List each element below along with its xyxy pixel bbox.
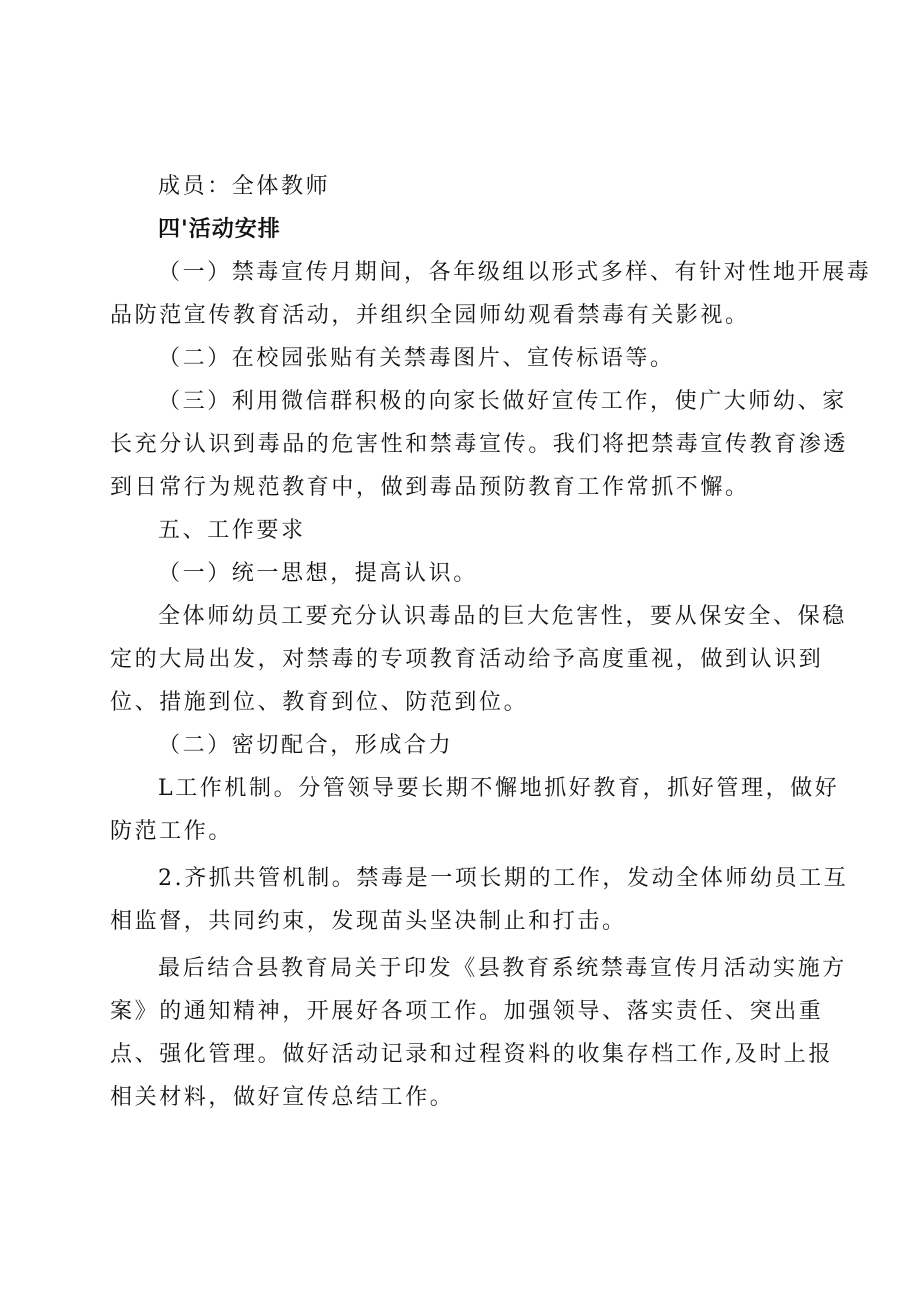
members-line: 成员：全体教师 xyxy=(158,174,331,199)
paragraph-line: 位、措施到位、教育到位、防范到位。 xyxy=(110,690,529,715)
section-heading-work-requirements: 五、工作要求 xyxy=(158,518,306,543)
paragraph-line: 全体师幼员工要充分认识毒品的巨大危害性，要从保安全、保稳 xyxy=(158,604,847,629)
paragraph-line: 防范工作。 xyxy=(110,819,234,844)
paragraph-line: 相关材料，做好宣传总结工作。 xyxy=(110,1085,455,1110)
paragraph-line: （三）利用微信群积极的向家长做好宣传工作，使广大师幼、家 xyxy=(158,389,847,414)
paragraph-line: 品防范宣传教育活动，并组织全园师幼观看禁毒有关影视。 xyxy=(110,303,750,328)
paragraph-line: 到日常行为规范教育中，做到毒品预防教育工作常抓不懈。 xyxy=(110,475,750,500)
paragraph-line: 定的大局出发，对禁毒的专项教育活动给予高度重视，做到认识到 xyxy=(110,647,824,672)
paragraph-line: （二）在校园张贴有关禁毒图片、宣传标语等。 xyxy=(158,346,675,371)
paragraph-line: 案》的通知精神，开展好各项工作。加强领导、落实责任、突出重 xyxy=(110,999,824,1024)
paragraph-line: L工作机制。分管领导要长期不懈地抓好教育，抓好管理，做好 xyxy=(158,776,840,801)
subheading-line: （一）统一思想，提高认识。 xyxy=(158,561,478,586)
paragraph-line: 相监督，共同约束，发现苗头坚决制止和打击。 xyxy=(110,909,627,934)
subheading-line: （二）密切配合，形成合力 xyxy=(158,733,454,758)
paragraph-line: 长充分认识到毒品的危害性和禁毒宣传。我们将把禁毒宣传教育渗透 xyxy=(110,432,849,457)
paragraph-line: 最后结合县教育局关于印发《县教育系统禁毒宣传月活动实施方 xyxy=(158,956,847,981)
paragraph-line: 点、强化管理。做好活动记录和过程资料的收集存档工作,及时上报 xyxy=(110,1042,833,1067)
paragraph-line: （一）禁毒宣传月期间，各年级组以形式多样、有针对性地开展毒 xyxy=(158,260,872,285)
section-heading-activity-arrangement: 四'活动安排 xyxy=(158,217,281,242)
paragraph-line: 2.齐抓共管机制。禁毒是一项长期的工作，发动全体师幼员工互 xyxy=(158,866,849,891)
